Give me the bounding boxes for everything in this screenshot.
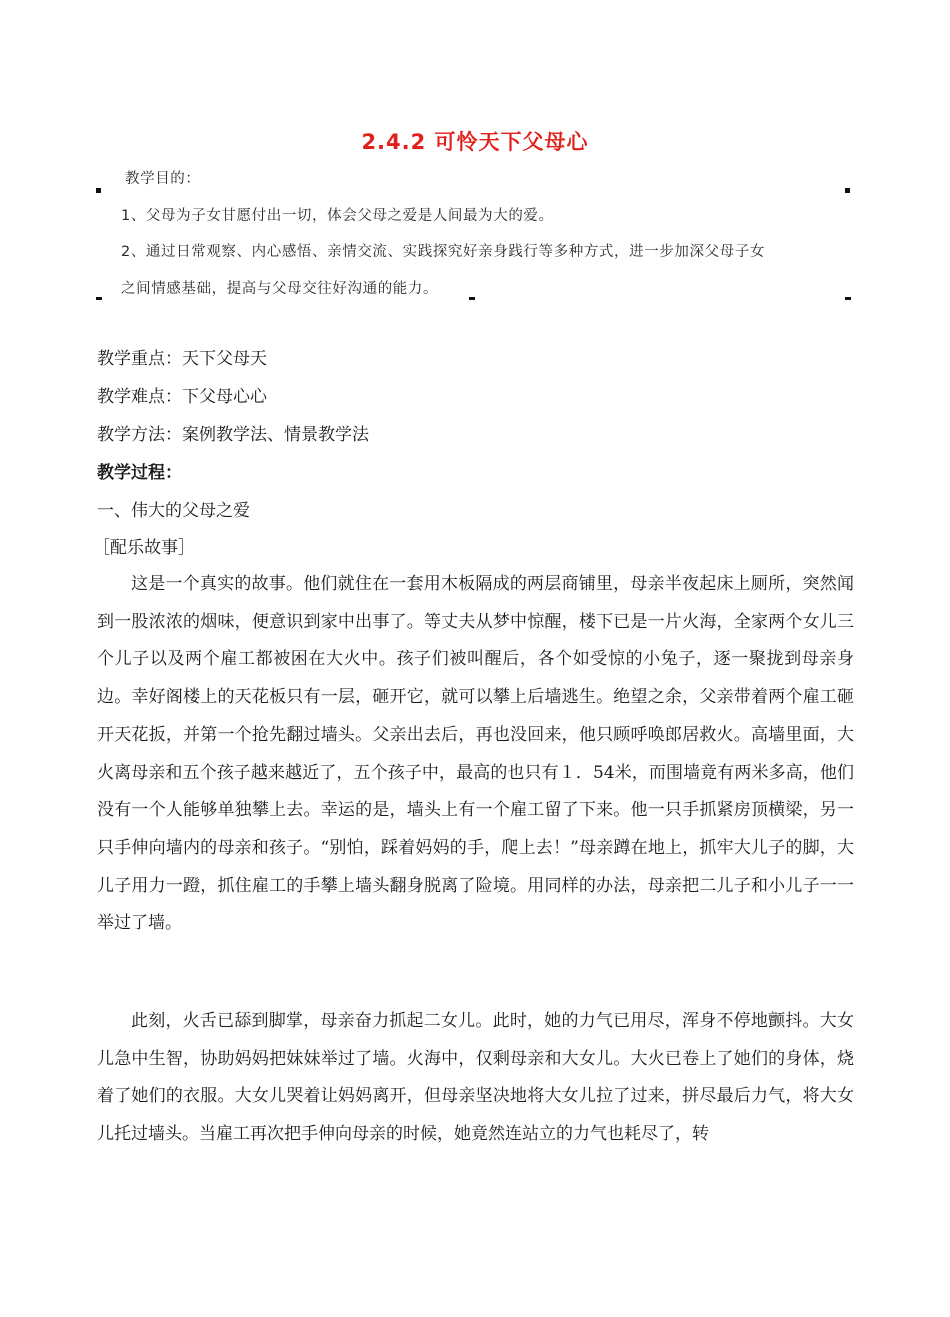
- objectives-image: [98, 162, 850, 300]
- objective-item-2-line-1: 2、通过日常观察、内心感悟、亲情交流、实践探究好亲身践行等多种方式，进一步加深父母子女: [121, 244, 766, 260]
- difficulty: 教学难点：下父母心心: [97, 387, 267, 407]
- teaching-method: 教学方法：案例教学法、情景教学法: [97, 425, 369, 445]
- resize-handle-top-right: [845, 188, 850, 193]
- story-tag: ［配乐故事］: [93, 538, 195, 558]
- resize-handle-top-left: [96, 188, 101, 193]
- objective-item-1: 1、父母为子女甘愿付出一切，体会父母之爱是人间最为大的爱。: [121, 208, 554, 224]
- resize-handle-bottom-middle: [469, 297, 475, 300]
- section-heading: 一、伟大的父母之爱: [97, 501, 250, 521]
- story-paragraph-1: 这是一个真实的故事。他们就住在一套用木板隔成的两层商铺里，母亲半夜起床上厕所，突然闻到一股浓浓的烟味，便意识到家中出事了。等丈夫从梦中惊醒，楼下已是一片火海，全家两个女儿三个儿子以及两个雇工都被困在大火中。孩子们被叫醒后，各个如受惊的小兔子，逐一聚拢到母亲身边。幸好阁楼上的天花板只有一层，砸开它，就可以攀上后墙逃生。绝望之余，父亲带着两个雇工砸开天花扳，并第一个抢先翻过墙头。父亲出去后，再也没回来，他只顾呼唤郎居救火。高墙里面，大火离母亲和五个孩子越来越近了，五个孩子中，最高的也只有１．54米，而围墙竟有两米多高，他们没有一个人能够单独攀上去。幸运的是，墙头上有一个雇工留了下来。他一只手抓紧房顶横梁，另一只手伸向墙内的母亲和孩子。“别怕，踩着妈妈的手，爬上去！”母亲蹲在地上，抓牢大儿子的脚，大儿子用力一蹬，抓住雇工的手攀上墙头翻身脱离了险境。用同样的办法，母亲把二儿子和小儿子一一举过了墙。: [97, 574, 854, 934]
- objective-item-2-line-2: 之间情感基础，提高与父母交往好沟通的能力。: [121, 281, 439, 297]
- key-point: 教学重点：天下父母天: [97, 349, 267, 369]
- process-heading: 教学过程：: [97, 463, 182, 483]
- objectives-heading: 教学目的：: [125, 171, 201, 187]
- story-paragraph-2: 此刻，火舌已舔到脚掌，母亲奋力抓起二女儿。此时，她的力气已用尽，浑身不停地颤抖。大女儿急中生智，协助妈妈把妹妹举过了墙。火海中，仅剩母亲和大女儿。大火已卷上了她们的身体，烧着了她们的衣服。大女儿哭着让妈妈离开，但母亲坚决地将大女儿拉了过来，拼尽最后力气，将大女儿托过墙头。当雇工再次把手伸向母亲的时候，她竟然连站立的力气也耗尽了，转: [97, 1011, 854, 1145]
- resize-handle-bottom-left: [96, 297, 102, 300]
- page-title: 2.4.2 可怜天下父母心: [361, 130, 589, 154]
- resize-handle-bottom-right: [845, 297, 851, 300]
